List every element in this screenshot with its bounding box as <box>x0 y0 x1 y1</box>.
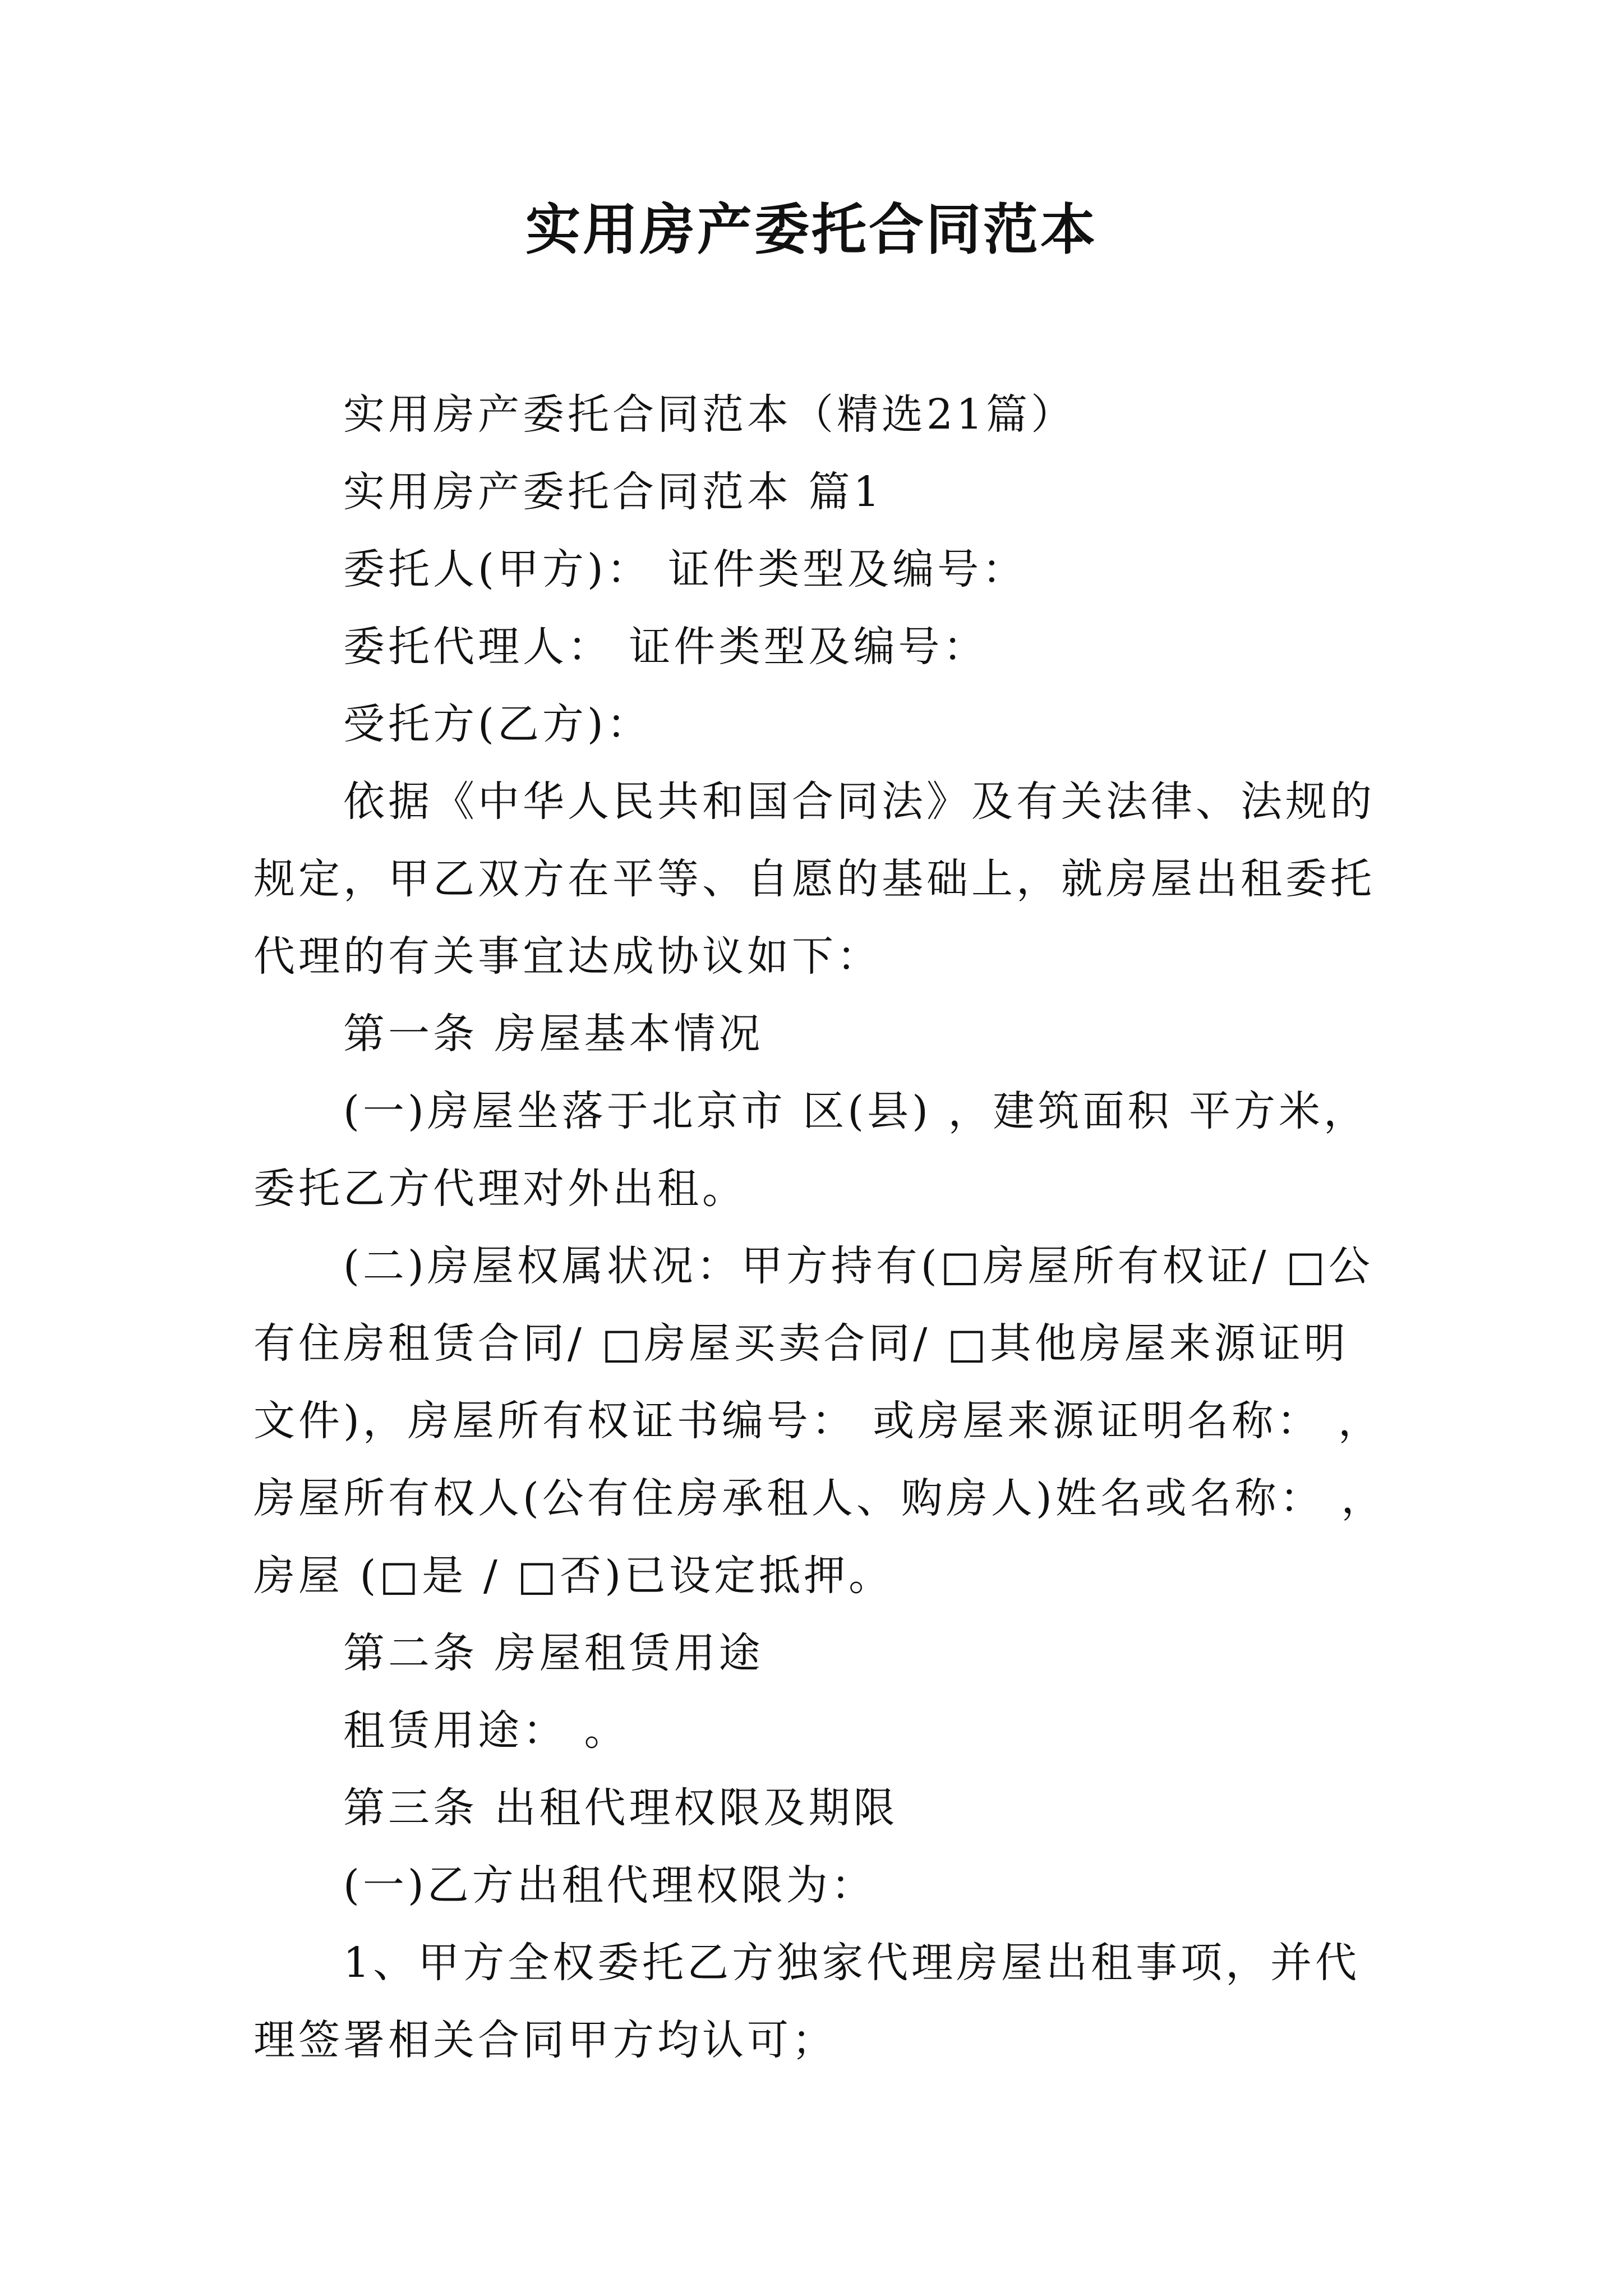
paragraph-article-3-heading: 第三条 出租代理权限及期限 <box>343 1784 898 1832</box>
paragraph-article-1-item-1: (一)房屋坐落于北京市 区(县) ，建筑面积 平方米，委托乙方代理对外出租。 <box>253 1087 1369 1213</box>
paragraph-article-1-item-2: (二)房屋权属状况：甲方持有(□房屋所有权证/ □公有住房租赁合同/ □房屋买卖合同/ □其他房屋来源证明文件)，房屋所有权证书编号： 或房屋来源证明名称： ，房屋所有权人(公有住房承租人、购房人)姓名或名称： ，房屋 (□是 / □否)已设定抵押。 <box>253 1242 1386 1600</box>
document-title: 实用房产委托合同范本 <box>525 197 1098 262</box>
paragraph-article-3-subitem-1: 1、甲方全权委托乙方独家代理房屋出租事项，并代理签署相关合同甲方均认可； <box>253 1939 1361 2064</box>
paragraph-subtitle: 实用房产委托合同范本（精选21篇） <box>343 390 1076 439</box>
paragraph-agent: 委托代理人： 证件类型及编号： <box>343 623 988 671</box>
paragraph-preamble: 依据《中华人民共和国合同法》及有关法律、法规的规定，甲乙双方在平等、自愿的基础上，就房屋出租委托代理的有关事宜达成协议如下： <box>253 777 1375 981</box>
document-body <box>253 376 1390 2079</box>
paragraph-article-2-usage: 租赁用途： 。 <box>343 1706 629 1755</box>
paragraph-article-3-item-1: (一)乙方出租代理权限为： <box>343 1861 876 1910</box>
paragraph-article-1-heading: 第一条 房屋基本情况 <box>343 1010 764 1058</box>
paragraph-trustee: 受托方(乙方)： <box>343 700 652 748</box>
paragraph-principal: 委托人(甲方)： 证件类型及编号： <box>343 545 1027 593</box>
paragraph-section-heading: 实用房产委托合同范本 篇1 <box>343 468 883 516</box>
paragraph-article-2-heading: 第二条 房屋租赁用途 <box>343 1629 764 1677</box>
